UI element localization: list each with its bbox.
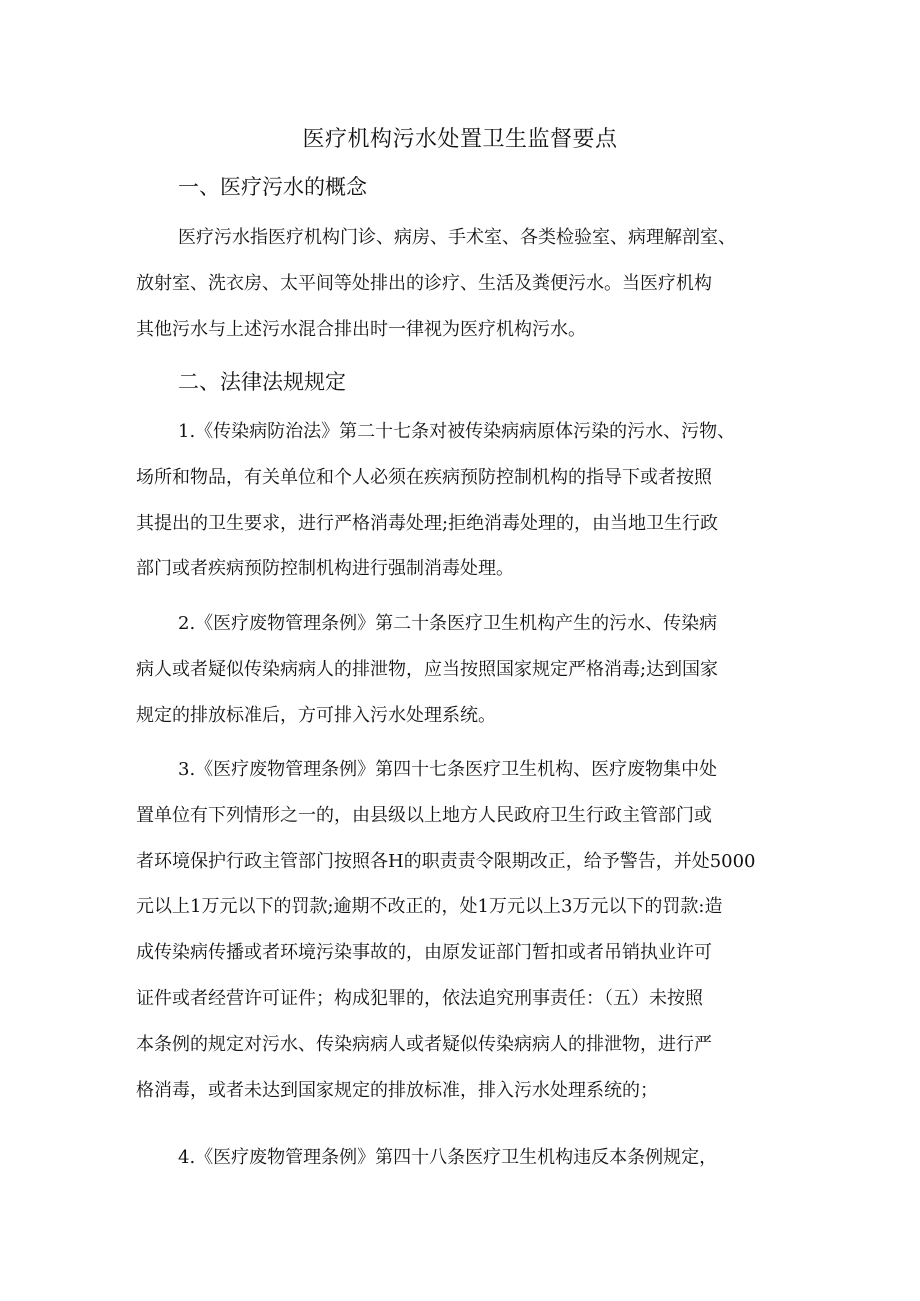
paragraph-line: 医疗污水指医疗机构门诊、病房、手术室、各类检验室、病理解剖室、 (178, 227, 736, 248)
paragraph-concept (136, 215, 796, 352)
document-title: 医疗机构污水处置卫生监督要点 (302, 127, 618, 152)
paragraph-line: 2.《医疗废物管理条例》第二十条医疗卫生机构产生的污水、传染病 (178, 613, 718, 634)
paragraph-line: 证件或者经营许可证件；构成犯罪的，依法追究刑事责任：（五）未按照 (136, 987, 703, 1009)
paragraph-line: 4.《医疗废物管理条例》第四十八条医疗卫生机构违反本条例规定， (178, 1147, 718, 1168)
paragraph-law-4 (136, 1135, 796, 1181)
paragraph-line: 格消毒，或者未达到国家规定的排放标准，排入污水处理系统的； (136, 1079, 658, 1101)
paragraph-line: 病人或者疑似传染病病人的排泄物，应当按照国家规定严格消毒;达到国家 (136, 658, 719, 680)
section-heading-laws: 二、法律法规规定 (178, 370, 346, 394)
paragraph-line: 3.《医疗废物管理条例》第四十七条医疗卫生机构、医疗废物集中处 (178, 759, 718, 780)
paragraph-line: 其提出的卫生要求，进行严格消毒处理;拒绝消毒处理的，由当地卫生行政 (136, 512, 719, 534)
paragraph-line: 置单位有下列情形之一的，由县级以上地方人民政府卫生行政主管部门或 (136, 804, 712, 826)
paragraph-line: 者环境保护行政主管部门按照各H的职责责令限期改正，给予警告，并处5000 (136, 850, 756, 872)
paragraph-line: 放射室、洗衣房、太平间等处排出的诊疗、生活及粪便污水。当医疗机构 (136, 272, 712, 294)
paragraph-line: 场所和物品，有关单位和个人必须在疾病预防控制机构的指导下或者按照 (136, 466, 712, 488)
paragraph-line: 其他污水与上述污水混合排出时一律视为医疗机构污水。 (136, 318, 586, 340)
paragraph-law-2 (136, 601, 796, 738)
paragraph-line: 1.《传染病防治法》第二十七条对被传染病病原体污染的污水、污物、 (178, 421, 736, 442)
section-heading-concept: 一、医疗污水的概念 (178, 175, 367, 199)
paragraph-law-1 (136, 409, 796, 592)
paragraph-line: 规定的排放标准后，方可排入污水处理系统。 (136, 704, 496, 726)
paragraph-line: 本条例的规定对污水、传染病病人或者疑似传染病病人的排泄物，进行严 (136, 1033, 712, 1055)
paragraph-line: 成传染病传播或者环境污染事故的，由原发证部门暂扣或者吊销执业许可 (136, 942, 712, 964)
paragraph-line: 元以上1万元以下的罚款;逾期不改正的，处1万元以上3万元以下的罚款:造 (136, 896, 723, 918)
paragraph-law-3 (136, 747, 796, 1113)
paragraph-line: 部门或者疾病预防控制机构进行强制消毒处理。 (136, 558, 514, 580)
